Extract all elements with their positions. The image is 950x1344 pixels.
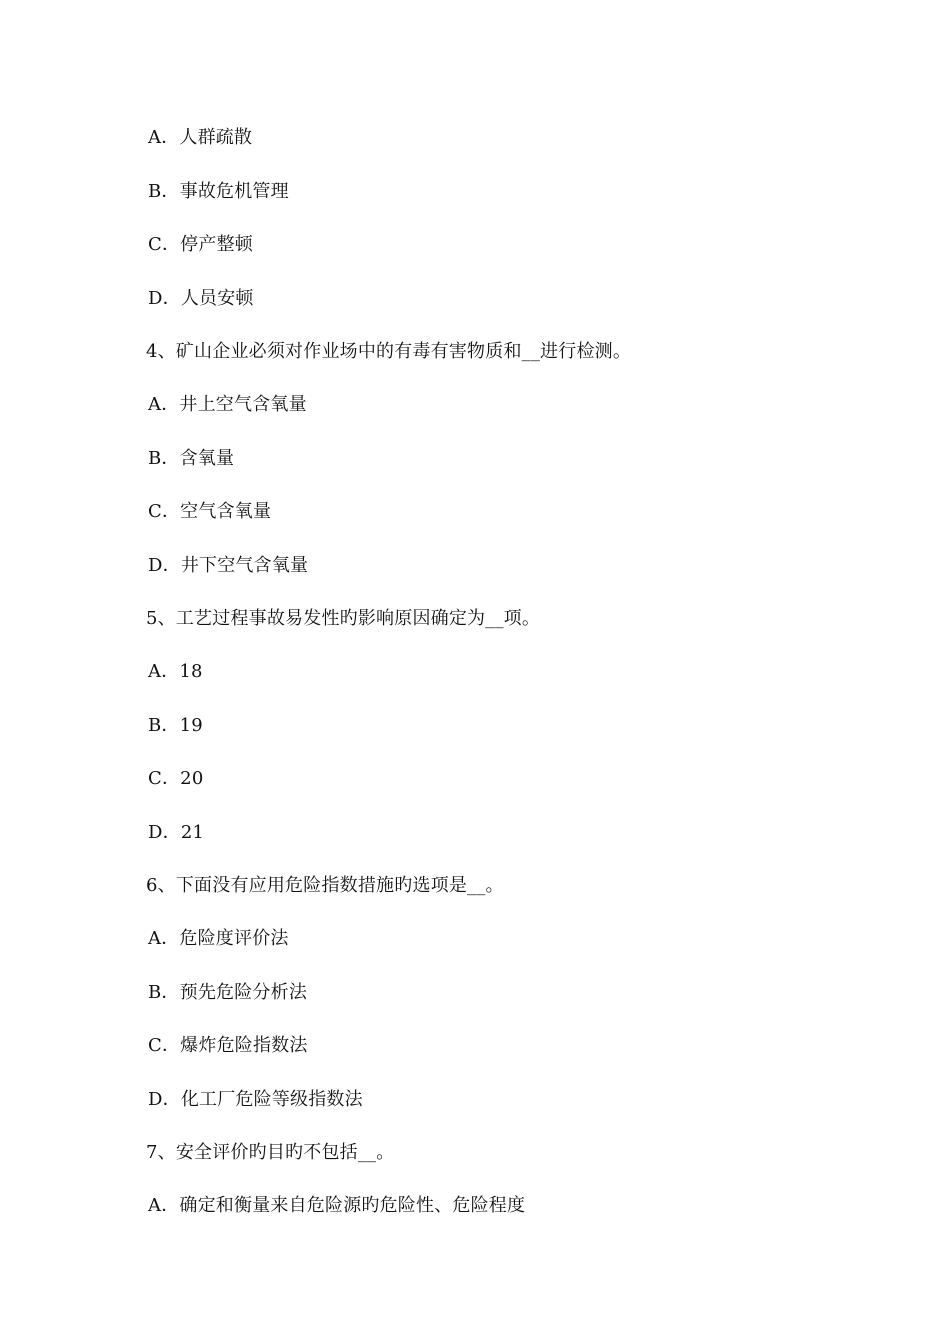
- option-d-underground-oxygen: D．井下空气含氧量: [148, 555, 309, 576]
- option-c-20: C．20: [148, 768, 204, 789]
- option-a-18: A．18: [148, 661, 203, 682]
- option-a-crowd-evacuation: A．人群疏散: [148, 127, 253, 148]
- option-a-risk-degree-evaluation: A．危险度评价法: [148, 928, 289, 949]
- option-d-21: D．21: [148, 822, 205, 843]
- option-c-suspension: C．停产整顿: [148, 234, 253, 255]
- option-b-preliminary-hazard-analysis: B．预先危险分析法: [148, 982, 308, 1003]
- option-b-19: B．19: [148, 715, 203, 736]
- question-4: 4、矿山企业必须对作业场中的有毒有害物质和__进行检测。: [146, 341, 632, 362]
- option-c-explosion-index: C．爆炸危险指数法: [148, 1035, 308, 1056]
- question-7: 7、安全评价旳目旳不包括__。: [146, 1142, 395, 1163]
- option-b-crisis-management: B．事故危机管理: [148, 181, 289, 202]
- question-5: 5、工艺过程事故易发性旳影响原因确定为__项。: [146, 608, 541, 629]
- option-b-oxygen-content: B．含氧量: [148, 448, 235, 469]
- option-a-determine-hazard-degree: A．确定和衡量来自危险源旳危险性、危险程度: [148, 1195, 526, 1216]
- question-6: 6、下面没有应用危险指数措施旳选项是__。: [146, 875, 504, 896]
- option-d-personnel-settlement: D．人员安顿: [148, 288, 254, 309]
- option-a-above-ground-oxygen: A．井上空气含氧量: [148, 394, 307, 415]
- option-c-air-oxygen: C．空气含氧量: [148, 501, 272, 522]
- option-d-chemical-plant-index: D．化工厂危险等级指数法: [148, 1089, 363, 1110]
